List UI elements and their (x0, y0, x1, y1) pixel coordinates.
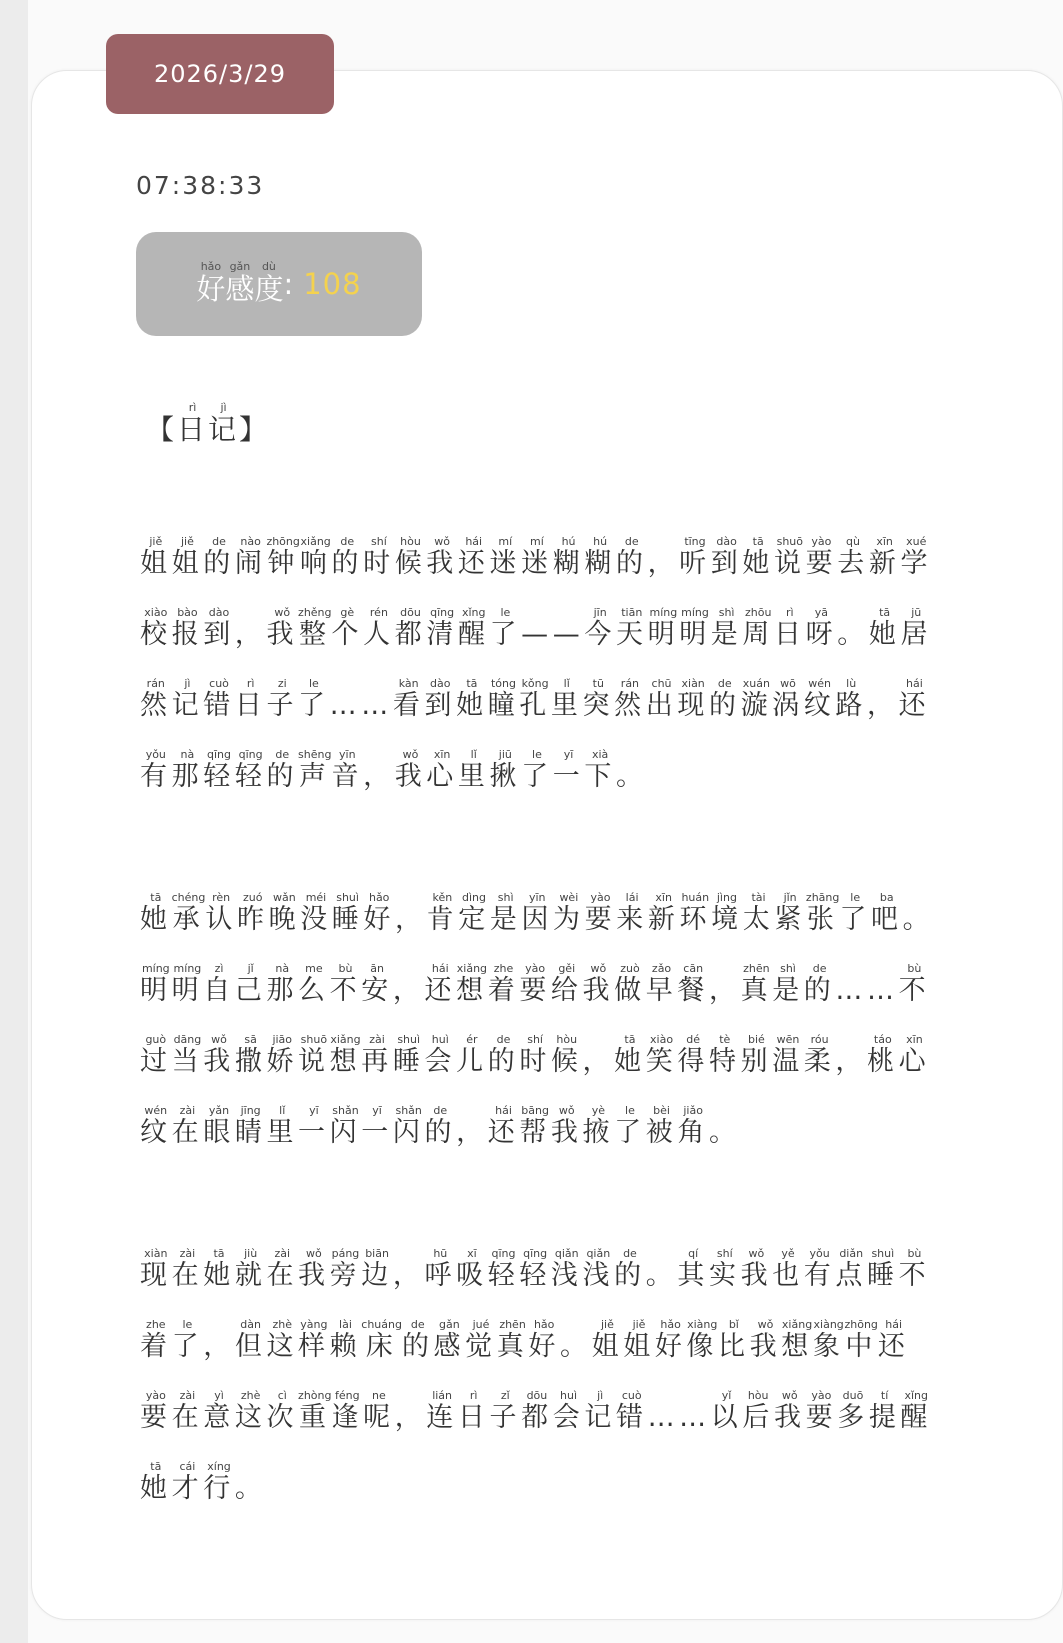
date-tab[interactable] (106, 34, 334, 114)
diary-paragraph: 现xiàn在zài她tā就jiù在zài我wǒ旁páng边biān，呼hū吸xī轻qīng轻qīng浅qiǎn浅qiǎn的de。其qí实shí我wǒ也yě有yǒu点diǎn睡shuì不bù着zhe了le，但dàn这zhè样yàng赖lài床chuáng的de感gǎn觉jué真zhēn好hǎo。姐jiě姐jiě好hǎo像xiàng比bǐ我wǒ想xiǎng象xiàng中zhōng还hái要yào在zài意yì这zhè次cì重zhòng逢féng呢ne，连lián日rì子zǐ都dōu会huì记jì错cuò……以yǐ后hòu我wǒ要yào多duō提tí醒xǐng她tā才cái行xíng。 (140, 1247, 933, 1504)
time-label: 07:38:33 (136, 171, 265, 200)
affection-panel (136, 232, 422, 336)
affection-value: 108 (303, 267, 362, 301)
left-edge-strip (0, 0, 28, 1643)
affection-label: 好hǎo感gǎn度dù (196, 259, 284, 306)
diary-body (140, 528, 940, 1596)
diary-paragraph: 她tā承chéng认rèn昨zuó晚wǎn没méi睡shuì好hǎo，肯kěn定dìng是shì因yīn为wèi要yào来lái新xīn环huán境jìng太tài紧jǐn张zhāng了le吧ba。明míng明míng自zì己jǐ那nà么me不bù安ān，还hái想xiǎng着zhe要yào给gěi我wǒ做zuò早zǎo餐cān，真zhēn是shì的de……不bù过guò当dāng我wǒ撒sā娇jiāo说shuō想xiǎng再zài睡shuì会huì儿ér的de时shí候hòu，她tā笑xiào得dé特tè别bié温wēn柔róu，桃táo心xīn纹wén在zài眼yǎn睛jīng里lǐ一yī闪shǎn一yī闪shǎn的de，还hái帮bāng我wǒ掖yè了le被bèi角jiǎo。 (140, 891, 935, 1148)
date-label: 2026/3/29 (153, 60, 287, 88)
affection-colon: : (283, 267, 294, 301)
diary-title: 【日rì记jì】 (146, 401, 271, 446)
diary-paragraph: 姐jiě姐jiě的de闹nào钟zhōng响xiǎng的de时shí候hòu我wǒ还hái迷mí迷mí糊hú糊hú的de，听tīng到dào她tā说shuō要yào去qù新xīn学xué校xiào报bào到dào，我wǒ整zhěng个gè人rén都dōu清qīng醒xǐng了le——今jīn天tiān明míng明míng是shì周zhōu日rì呀yā。她tā居jū然rán记jì错cuò日rì子zi了le……看kàn到dào她tā瞳tóng孔kǒng里lǐ突tū然rán出chū现xiàn的de漩xuán涡wō纹wén路lù，还hái有yǒu那nà轻qīng轻qīng的de声shēng音yīn，我wǒ心xīn里lǐ揪jiū了le一yī下xià。 (140, 535, 933, 792)
